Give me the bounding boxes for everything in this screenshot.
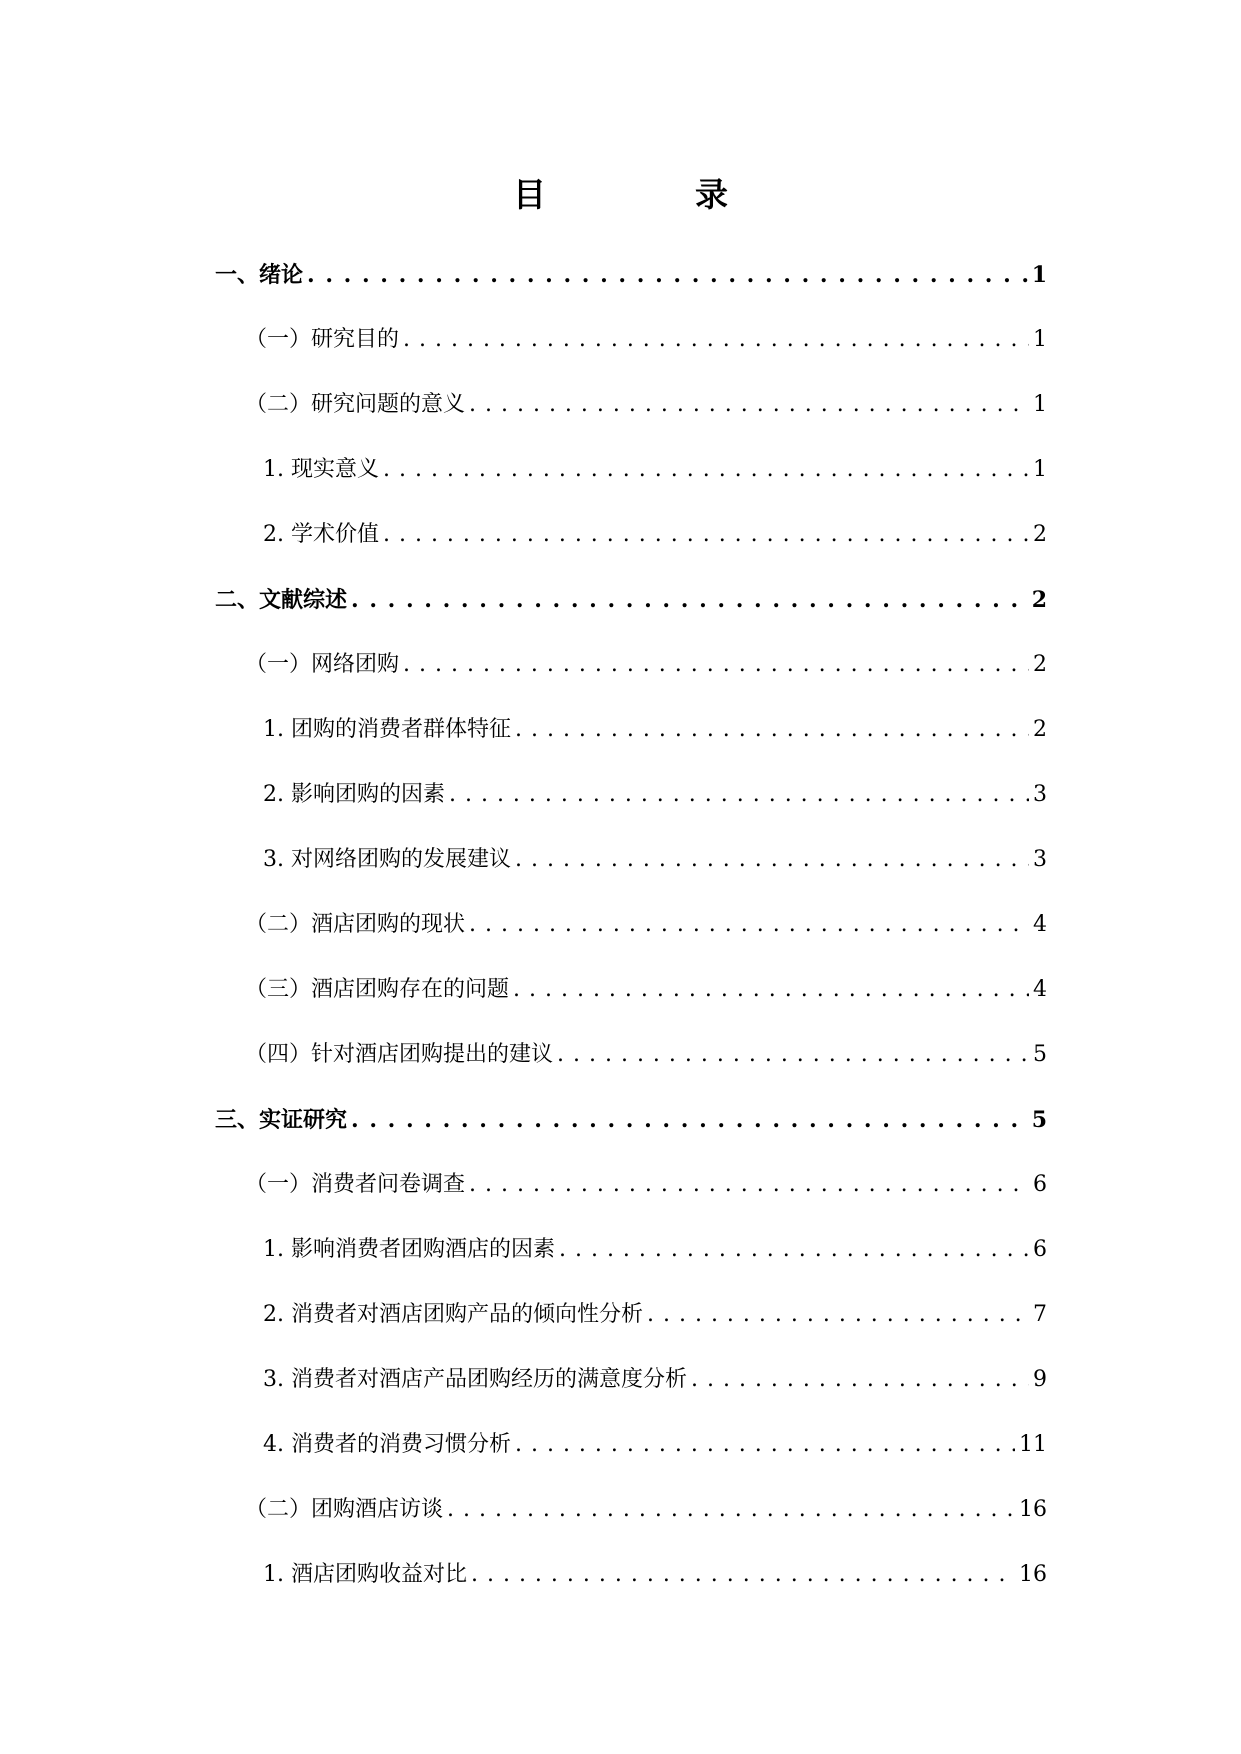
dot-leader: [691, 1365, 1029, 1395]
dot-leader: [469, 1170, 1029, 1200]
dot-leader: [447, 1495, 1015, 1525]
toc-entry-label: 一、绪论: [215, 262, 304, 288]
toc-entry-page: 1: [1033, 327, 1047, 352]
toc-entry-page: 4: [1033, 977, 1047, 1002]
toc-entry[interactable]: [215, 1300, 1047, 1365]
toc-entry[interactable]: [215, 585, 1047, 650]
toc-entry-label: 二、文献综述: [215, 587, 348, 613]
toc-entry-page: 1: [1033, 392, 1047, 417]
toc-entry[interactable]: [215, 1495, 1047, 1560]
dot-leader: [515, 1430, 1015, 1460]
page-title: 目 录: [513, 175, 786, 214]
toc-entry-label: （三）酒店团购存在的问题: [245, 977, 510, 1002]
toc-entry[interactable]: [215, 1430, 1047, 1495]
toc-entry-label: 2. 学术价值: [263, 522, 379, 547]
toc-entry[interactable]: [215, 1235, 1047, 1300]
toc-entry-label: （一）消费者问卷调查: [245, 1172, 466, 1197]
toc-entry-page: 16: [1019, 1562, 1047, 1587]
toc-entry[interactable]: [215, 1105, 1047, 1170]
dot-leader: [383, 520, 1029, 550]
dot-leader: [469, 390, 1029, 420]
toc-entry-label: 1. 团购的消费者群体特征: [263, 717, 511, 742]
toc-entry-page: 1: [1031, 262, 1047, 288]
toc-entry-page: 6: [1033, 1172, 1047, 1197]
toc-entry-page: 2: [1031, 587, 1047, 613]
dot-leader: [557, 1040, 1029, 1070]
dot-leader: [469, 910, 1029, 940]
toc-entry-page: 2: [1033, 717, 1047, 742]
toc-entry[interactable]: [215, 845, 1047, 910]
toc-entry-label: （一）网络团购: [245, 652, 400, 677]
toc-entry[interactable]: [215, 780, 1047, 845]
toc-entry-page: 7: [1033, 1302, 1047, 1327]
dot-leader: [383, 455, 1029, 485]
toc-entry-label: （二）团购酒店访谈: [245, 1497, 444, 1522]
toc-entry-page: 5: [1033, 1042, 1047, 1067]
dot-leader: [307, 260, 1028, 290]
toc-entry-label: （四）针对酒店团购提出的建议: [245, 1042, 554, 1067]
toc-entry-page: 4: [1033, 912, 1047, 937]
toc-entry-label: （二）研究问题的意义: [245, 392, 466, 417]
dot-leader: [515, 715, 1029, 745]
toc-entry-label: 1. 酒店团购收益对比: [263, 1562, 467, 1587]
toc-entry-page: 16: [1019, 1497, 1047, 1522]
toc-entry[interactable]: [215, 1560, 1047, 1625]
toc-entry[interactable]: [215, 1170, 1047, 1235]
toc-entry-label: 2. 消费者对酒店团购产品的倾向性分析: [263, 1302, 643, 1327]
toc-entry[interactable]: [215, 1365, 1047, 1430]
toc-entry-page: 2: [1033, 522, 1047, 547]
toc-entry[interactable]: [215, 715, 1047, 780]
toc-entry[interactable]: [215, 520, 1047, 585]
toc-entry-label: （二）酒店团购的现状: [245, 912, 466, 937]
toc-entry-label: 3. 对网络团购的发展建议: [263, 847, 511, 872]
toc-entry-label: 3. 消费者对酒店产品团购经历的满意度分析: [263, 1367, 687, 1392]
toc-entry[interactable]: [215, 325, 1047, 390]
toc-entry-page: 5: [1031, 1107, 1047, 1133]
dot-leader: [403, 325, 1029, 355]
toc-entry-page: 3: [1033, 847, 1047, 872]
dot-leader: [515, 845, 1029, 875]
dot-leader: [559, 1235, 1029, 1265]
toc-entry-page: 1: [1033, 457, 1047, 482]
toc-entry[interactable]: [215, 455, 1047, 520]
toc-entry-label: 1. 影响消费者团购酒店的因素: [263, 1237, 555, 1262]
toc-entry-page: 9: [1033, 1367, 1047, 1392]
dot-leader: [647, 1300, 1029, 1330]
dot-leader: [403, 650, 1029, 680]
dot-leader: [513, 975, 1029, 1005]
dot-leader: [449, 780, 1029, 810]
toc-entry-label: 2. 影响团购的因素: [263, 782, 445, 807]
toc-entry[interactable]: [215, 910, 1047, 975]
toc-entry-page: 2: [1033, 652, 1047, 677]
toc-entry[interactable]: [215, 975, 1047, 1040]
toc-entry-label: 三、实证研究: [215, 1107, 348, 1133]
dot-leader: [351, 1105, 1028, 1135]
dot-leader: [471, 1560, 1015, 1590]
dot-leader: [351, 585, 1028, 615]
toc-entry[interactable]: [215, 260, 1047, 325]
toc-entry-label: 1. 现实意义: [263, 457, 379, 482]
toc-entry[interactable]: [215, 650, 1047, 715]
toc-entry-page: 3: [1033, 782, 1047, 807]
toc-entry[interactable]: [215, 390, 1047, 455]
toc-entry-page: 6: [1033, 1237, 1047, 1262]
table-of-contents: [215, 260, 1047, 1625]
toc-entry-page: 11: [1019, 1432, 1047, 1457]
toc-entry[interactable]: [215, 1040, 1047, 1105]
toc-entry-label: 4. 消费者的消费习惯分析: [263, 1432, 511, 1457]
toc-entry-label: （一）研究目的: [245, 327, 400, 352]
